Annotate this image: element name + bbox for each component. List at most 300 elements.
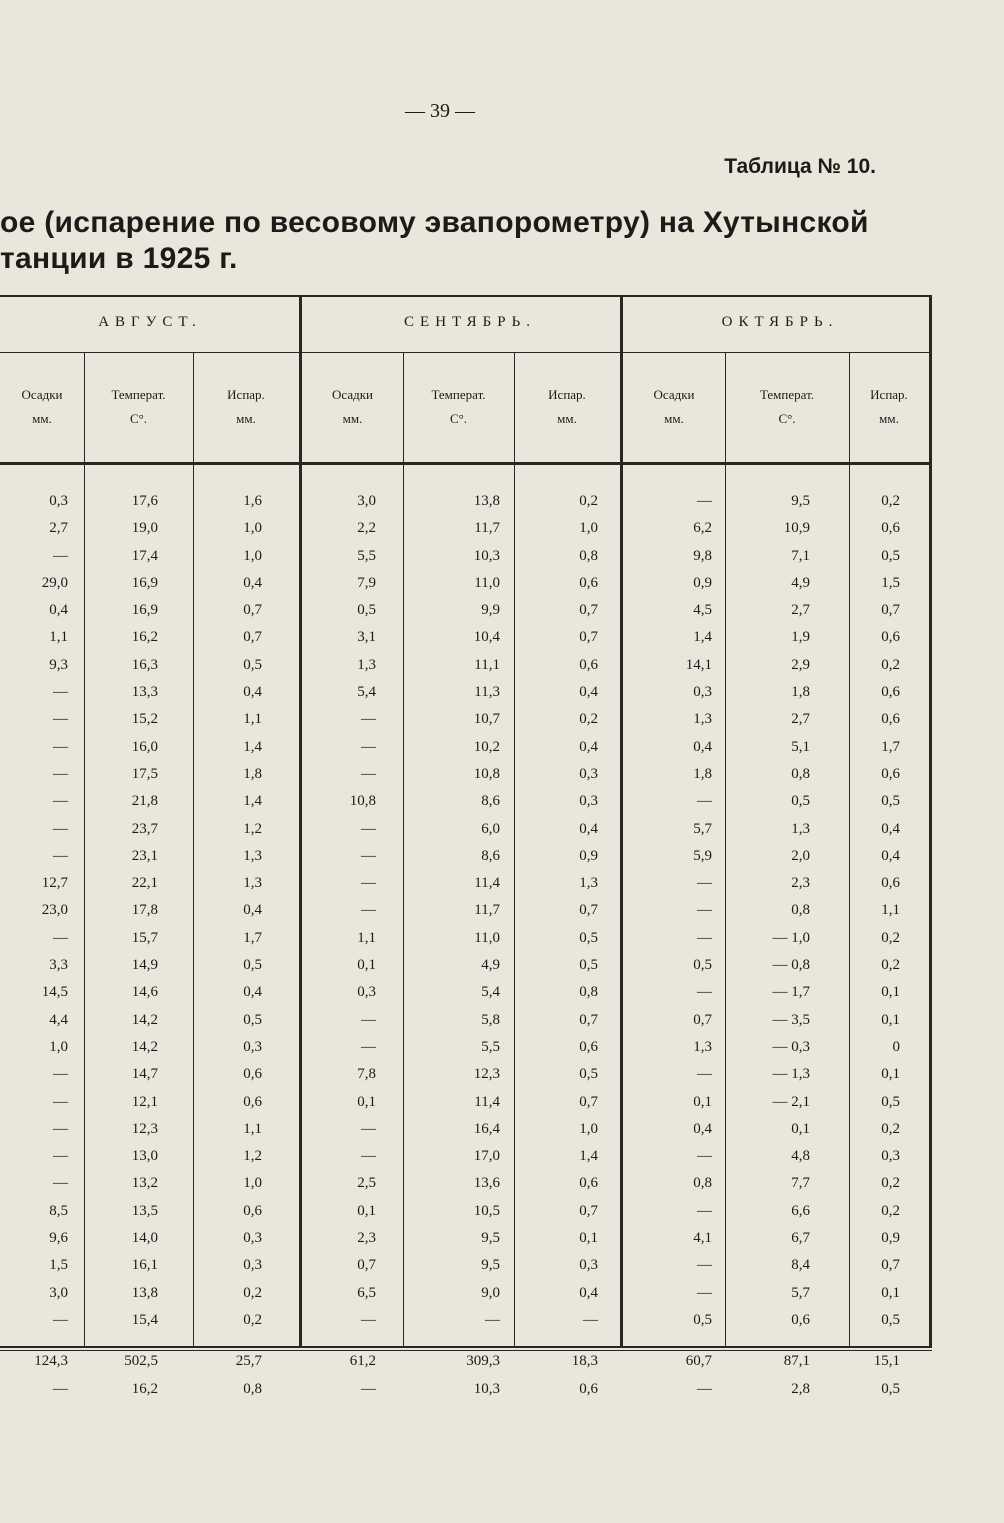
table-cell: 15,1	[873, 1353, 900, 1369]
column-header-title: Температ.	[431, 387, 486, 402]
table-cell: 1,9	[791, 629, 810, 646]
table-cell: 61,2	[349, 1353, 376, 1369]
table-cell: 0,5	[881, 793, 900, 810]
table-cell: 13,8	[473, 493, 500, 509]
column-header-unit: C°.	[129, 411, 148, 426]
table-cell: 1,4	[243, 793, 262, 810]
table-cell: 23,7	[131, 820, 158, 837]
table-cell: —	[53, 929, 68, 946]
table-row	[0, 1312, 932, 1339]
column-header-title: Осадки	[653, 387, 695, 402]
table-cell: 5,5	[481, 1038, 500, 1055]
table-cell: 0,5	[579, 1066, 598, 1083]
table-cell: —	[361, 1038, 376, 1055]
table-cell: 18,3	[571, 1353, 598, 1369]
table-cell: — 3,5	[772, 1011, 810, 1028]
table-cell: 1,1	[243, 711, 262, 728]
table-cell: 10,8	[349, 793, 376, 810]
month-header-rule	[0, 352, 932, 353]
table-row	[0, 1121, 932, 1148]
table-cell: 1,8	[791, 684, 810, 701]
table-row	[0, 1285, 932, 1312]
column-header	[514, 383, 620, 431]
table-cell: 11,0	[474, 574, 500, 591]
table-cell: 5,9	[693, 847, 712, 864]
table-cell: 12,3	[473, 1066, 500, 1083]
table-cell: 0,8	[791, 765, 810, 782]
table-cell: 6,6	[791, 1202, 810, 1219]
table-cell: 13,8	[131, 1284, 158, 1301]
table-cell: —	[53, 820, 68, 837]
table-cell: 9,9	[481, 602, 500, 619]
table-cell: 7,8	[357, 1066, 376, 1083]
table-cell: —	[697, 902, 712, 919]
table-cell: 0,6	[881, 875, 900, 892]
table-row	[0, 1230, 932, 1257]
table-cell: 0	[892, 1038, 900, 1055]
table-cell: 0,6	[579, 574, 598, 591]
table-cell: —	[53, 547, 68, 564]
table-cell: 0,7	[881, 602, 900, 619]
table-cell: 124,3	[34, 1353, 68, 1369]
table-cell: 0,6	[881, 711, 900, 728]
table-cell: —	[697, 875, 712, 892]
table-cell: 0,2	[243, 1311, 262, 1328]
table-cell: 17,5	[131, 765, 158, 782]
table-cell: 0,3	[579, 793, 598, 810]
table-cell: 8,6	[481, 793, 500, 810]
table-cell: 7,9	[357, 574, 376, 591]
table-cell: 0,1	[881, 1011, 900, 1028]
table-cell: —	[583, 1311, 598, 1328]
table-cell: 8,6	[481, 847, 500, 864]
table-cell: 1,0	[579, 1120, 598, 1137]
column-header-unit: мм.	[32, 411, 52, 426]
table-cell: 0,7	[243, 602, 262, 619]
table-cell: 9,5	[481, 1257, 500, 1274]
table-cell: 0,7	[579, 602, 598, 619]
table-cell: 0,3	[49, 493, 68, 509]
table-cell: 1,3	[243, 847, 262, 864]
table-cell: —	[697, 1257, 712, 1274]
table-cell: 4,4	[49, 1011, 68, 1028]
table-cell: 60,7	[685, 1353, 712, 1369]
table-cell: 0,3	[243, 1230, 262, 1247]
table-cell: 11,7	[474, 520, 500, 537]
month-october: ОКТЯБРЬ.	[721, 314, 839, 330]
table-cell: 1,3	[693, 711, 712, 728]
column-header-unit: мм.	[342, 411, 363, 426]
table-cell: 0,7	[579, 902, 598, 919]
table-cell: 0,1	[881, 1066, 900, 1083]
table-cell: 1,4	[579, 1148, 598, 1165]
table-row	[0, 930, 932, 957]
page-number: — 39 —	[405, 100, 475, 122]
table-cell: 0,8	[791, 902, 810, 919]
table-cell: 16,3	[131, 656, 158, 673]
table-cell: 22,1	[131, 875, 158, 892]
totals-row	[0, 1381, 932, 1409]
table-cell: 14,1	[685, 656, 712, 673]
table-cell: 1,3	[357, 656, 376, 673]
table-cell: 0,2	[881, 1120, 900, 1137]
table-cell: 0,7	[881, 1257, 900, 1274]
table-cell: 0,3	[693, 684, 712, 701]
table-cell: 15,2	[131, 711, 158, 728]
table-cell: 14,0	[131, 1230, 158, 1247]
column-header	[725, 383, 849, 431]
table-cell: 10,3	[473, 1381, 500, 1397]
table-cell: —	[53, 684, 68, 701]
table-cell: —	[361, 1311, 376, 1328]
table-cell: —	[697, 1284, 712, 1301]
table-cell: 1,3	[791, 820, 810, 837]
table-cell: 87,1	[783, 1353, 810, 1369]
table-cell: 0,5	[881, 1381, 900, 1397]
table-cell: —	[53, 1093, 68, 1110]
column-header	[193, 383, 299, 431]
table-cell: 1,4	[693, 629, 712, 646]
table-cell: 1,0	[579, 520, 598, 537]
table-cell: —	[485, 1311, 500, 1328]
table-cell: —	[53, 793, 68, 810]
table-cell: 5,5	[357, 547, 376, 564]
table-cell: 23,0	[41, 902, 68, 919]
table-cell: 21,8	[131, 793, 158, 810]
table-row	[0, 629, 932, 656]
table-cell: 1,5	[49, 1257, 68, 1274]
table-cell: — 1,0	[772, 929, 810, 946]
table-cell: 0,5	[243, 957, 262, 974]
table-row	[0, 1039, 932, 1066]
table-cell: —	[53, 1381, 68, 1397]
table-cell: 1,0	[49, 1038, 68, 1055]
table-cell: 2,3	[357, 1230, 376, 1247]
table-cell: 0,7	[693, 1011, 712, 1028]
table-cell: —	[53, 738, 68, 755]
table-cell: 2,5	[357, 1175, 376, 1192]
table-cell: 14,2	[131, 1011, 158, 1028]
table-top-rule	[0, 295, 932, 297]
table-cell: 11,4	[474, 1093, 500, 1110]
table-cell: 0,1	[357, 1202, 376, 1219]
table-cell: 6,0	[481, 820, 500, 837]
table-cell: 0,2	[579, 493, 598, 509]
table-cell: —	[361, 738, 376, 755]
table-cell: 1,1	[49, 629, 68, 646]
table-cell: 0,9	[881, 1230, 900, 1247]
table-cell: 0,6	[881, 629, 900, 646]
table-cell: 8,5	[49, 1202, 68, 1219]
table-cell: 10,5	[473, 1202, 500, 1219]
heading-line-1: ое (испарение по весовому эвапорометру) на Хутынской	[0, 206, 869, 239]
table-cell: —	[361, 847, 376, 864]
table-cell: 0,4	[693, 1120, 712, 1137]
table-cell: —	[361, 875, 376, 892]
table-cell: —	[361, 902, 376, 919]
table-cell: 0,3	[243, 1038, 262, 1055]
table-cell: 1,7	[243, 929, 262, 946]
table-row	[0, 493, 932, 520]
table-cell: 0,6	[243, 1202, 262, 1219]
table-cell: —	[697, 1381, 712, 1397]
table-cell: 1,1	[881, 902, 900, 919]
table-cell: — 0,3	[772, 1038, 810, 1055]
totals-top-rule-inner	[0, 1350, 932, 1351]
table-cell: 4,9	[481, 957, 500, 974]
table-cell: —	[697, 793, 712, 810]
table-cell: 1,0	[243, 547, 262, 564]
table-cell: 0,6	[881, 765, 900, 782]
table-cell: 2,9	[791, 656, 810, 673]
table-cell: 16,4	[473, 1120, 500, 1137]
table-row	[0, 1257, 932, 1284]
table-cell: 13,6	[473, 1175, 500, 1192]
table-cell: 9,6	[49, 1230, 68, 1247]
table-cell: 1,7	[881, 738, 900, 755]
table-cell: 6,7	[791, 1230, 810, 1247]
table-cell: 0,1	[881, 984, 900, 1001]
table-row	[0, 1175, 932, 1202]
table-cell: 0,3	[357, 984, 376, 1001]
table-cell: —	[53, 765, 68, 782]
table-cell: —	[361, 711, 376, 728]
table-cell: 0,4	[243, 574, 262, 591]
table-cell: 17,6	[131, 493, 158, 509]
table-cell: 1,8	[243, 765, 262, 782]
table-cell: 10,4	[473, 629, 500, 646]
table-row	[0, 1203, 932, 1230]
table-cell: 0,7	[579, 1093, 598, 1110]
table-cell: 2,2	[357, 520, 376, 537]
table-cell: —	[53, 847, 68, 864]
column-header-title: Осадки	[21, 387, 63, 402]
table-cell: 0,6	[881, 520, 900, 537]
table-cell: 0,1	[881, 1284, 900, 1301]
table-row	[0, 602, 932, 629]
table-cell: 10,9	[783, 520, 810, 537]
table-cell: 16,9	[131, 602, 158, 619]
table-row	[0, 957, 932, 984]
table-cell: 1,6	[243, 493, 262, 509]
table-cell: 0,6	[791, 1311, 810, 1328]
table-cell: 0,8	[579, 984, 598, 1001]
column-header-title: Температ.	[111, 387, 166, 402]
table-cell: 1,3	[693, 1038, 712, 1055]
table-cell: 9,0	[481, 1284, 500, 1301]
table-cell: 0,4	[579, 738, 598, 755]
table-cell: 3,1	[357, 629, 376, 646]
table-cell: 5,7	[693, 820, 712, 837]
table-cell: —	[697, 1202, 712, 1219]
table-cell: 14,5	[41, 984, 68, 1001]
table-cell: — 1,7	[772, 984, 810, 1001]
column-header	[623, 383, 725, 431]
table-cell: 0,4	[881, 847, 900, 864]
table-cell: —	[53, 1120, 68, 1137]
table-cell: 1,0	[243, 520, 262, 537]
table-cell: 12,1	[131, 1093, 158, 1110]
table-cell: 2,8	[791, 1381, 810, 1397]
table-cell: —	[697, 929, 712, 946]
table-cell: 0,5	[881, 547, 900, 564]
table-cell: 3,3	[49, 957, 68, 974]
table-cell: 0,1	[693, 1093, 712, 1110]
table-cell: 12,7	[41, 875, 68, 892]
table-cell: 14,6	[131, 984, 158, 1001]
table-cell: 7,1	[791, 547, 810, 564]
table-cell: 1,3	[579, 875, 598, 892]
table-row	[0, 548, 932, 575]
table-row	[0, 684, 932, 711]
column-header	[84, 383, 193, 431]
table-cell: 5,4	[481, 984, 500, 1001]
table-cell: 0,6	[579, 656, 598, 673]
table-cell: 15,7	[131, 929, 158, 946]
table-cell: 2,7	[791, 711, 810, 728]
month-september: СЕНТЯБРЬ.	[404, 314, 536, 330]
table-cell: 7,7	[791, 1175, 810, 1192]
table-cell: 0,5	[693, 957, 712, 974]
table-row	[0, 902, 932, 929]
month-august: АВГУСТ.	[98, 314, 202, 330]
column-header	[0, 383, 84, 431]
table-row	[0, 793, 932, 820]
table-cell: 2,7	[49, 520, 68, 537]
table-cell: — 2,1	[772, 1093, 810, 1110]
table-cell: 13,3	[131, 684, 158, 701]
table-cell: 0,6	[579, 1175, 598, 1192]
table-cell: 3,0	[357, 493, 376, 509]
column-header-unit: мм.	[879, 411, 899, 426]
table-cell: 0,1	[579, 1230, 598, 1247]
table-cell: —	[361, 765, 376, 782]
table-cell: 0,3	[579, 765, 598, 782]
table-cell: 0,2	[881, 1175, 900, 1192]
table-cell: 0,1	[357, 1093, 376, 1110]
table-cell: 16,9	[131, 574, 158, 591]
table-cell: 6,5	[357, 1284, 376, 1301]
table-cell: 0,4	[243, 902, 262, 919]
table-cell: 0,6	[579, 1038, 598, 1055]
table-cell: 10,7	[473, 711, 500, 728]
table-cell: 3,0	[49, 1284, 68, 1301]
table-cell: 2,7	[791, 602, 810, 619]
table-body	[0, 493, 932, 1339]
table-cell: 0,5	[693, 1311, 712, 1328]
table-cell: 4,1	[693, 1230, 712, 1247]
table-cell: 14,2	[131, 1038, 158, 1055]
table-row	[0, 1012, 932, 1039]
table-cell: —	[361, 820, 376, 837]
table-cell: 5,7	[791, 1284, 810, 1301]
table-cell: 0,2	[579, 711, 598, 728]
column-header	[302, 383, 403, 431]
column-header-title: Испар.	[227, 387, 265, 402]
table-cell: 16,2	[131, 629, 158, 646]
table-cell: 0,4	[579, 820, 598, 837]
table-cell: 15,4	[131, 1311, 158, 1328]
table-cell: 1,0	[243, 1175, 262, 1192]
table-cell: 0,4	[243, 984, 262, 1001]
column-header	[403, 383, 514, 431]
table-cell: 0,6	[243, 1093, 262, 1110]
table-cell: 0,1	[357, 957, 376, 974]
table-row	[0, 1094, 932, 1121]
table-row	[0, 575, 932, 602]
table-row	[0, 520, 932, 547]
table-cell: 25,7	[235, 1353, 262, 1369]
table-cell: 0,8	[693, 1175, 712, 1192]
table-cell: 14,9	[131, 957, 158, 974]
table-cell: 0,2	[881, 493, 900, 509]
table-cell: 0,7	[243, 629, 262, 646]
table-row	[0, 766, 932, 793]
table-cell: 5,1	[791, 738, 810, 755]
table-cell: — 1,3	[772, 1066, 810, 1083]
column-header-title: Осадки	[332, 387, 373, 402]
table-cell: —	[361, 1011, 376, 1028]
table-cell: 9,5	[481, 1230, 500, 1247]
table-row	[0, 1066, 932, 1093]
table-cell: 9,5	[791, 493, 810, 509]
table-cell: 10,8	[473, 765, 500, 782]
table-row	[0, 875, 932, 902]
table-cell: 0,8	[243, 1381, 262, 1397]
table-cell: 0,5	[881, 1093, 900, 1110]
table-cell: 19,0	[131, 520, 158, 537]
table-cell: 0,5	[579, 929, 598, 946]
table-cell: 8,4	[791, 1257, 810, 1274]
table-cell: 1,5	[881, 574, 900, 591]
column-header-unit: мм.	[557, 411, 577, 426]
table-cell: 0,4	[693, 738, 712, 755]
totals-row	[0, 1353, 932, 1381]
table-cell: 5,8	[481, 1011, 500, 1028]
table-cell: 0,2	[881, 656, 900, 673]
table-cell: 0,9	[693, 574, 712, 591]
table-cell: —	[53, 1066, 68, 1083]
header-bottom-rule	[0, 462, 932, 465]
table-cell: —	[697, 493, 712, 509]
table-cell: 4,8	[791, 1148, 810, 1165]
table-cell: 0,6	[579, 1381, 598, 1397]
table-cell: —	[361, 1120, 376, 1137]
table-cell: 309,3	[466, 1353, 500, 1369]
table-cell: 1,1	[357, 929, 376, 946]
heading-line-2: танции в 1925 г.	[0, 242, 238, 275]
table-cell: 0,4	[49, 602, 68, 619]
table-row	[0, 984, 932, 1011]
column-header-title: Испар.	[548, 387, 586, 402]
table-cell: 23,1	[131, 847, 158, 864]
table-cell: 0,2	[243, 1284, 262, 1301]
table-row	[0, 657, 932, 684]
table-cell: 2,3	[791, 875, 810, 892]
table-cell: 0,2	[881, 957, 900, 974]
table-cell: 17,8	[131, 902, 158, 919]
table-cell: 11,4	[474, 875, 500, 892]
table-label: Таблица № 10.	[724, 155, 876, 178]
column-header	[849, 383, 929, 431]
table-cell: 10,2	[473, 738, 500, 755]
column-header-title: Температ.	[759, 387, 815, 402]
table-cell: 0,4	[579, 1284, 598, 1301]
table-cell: 11,0	[474, 929, 500, 946]
table-cell: 11,1	[474, 656, 500, 673]
table-totals	[0, 1353, 932, 1409]
table-cell: —	[697, 984, 712, 1001]
